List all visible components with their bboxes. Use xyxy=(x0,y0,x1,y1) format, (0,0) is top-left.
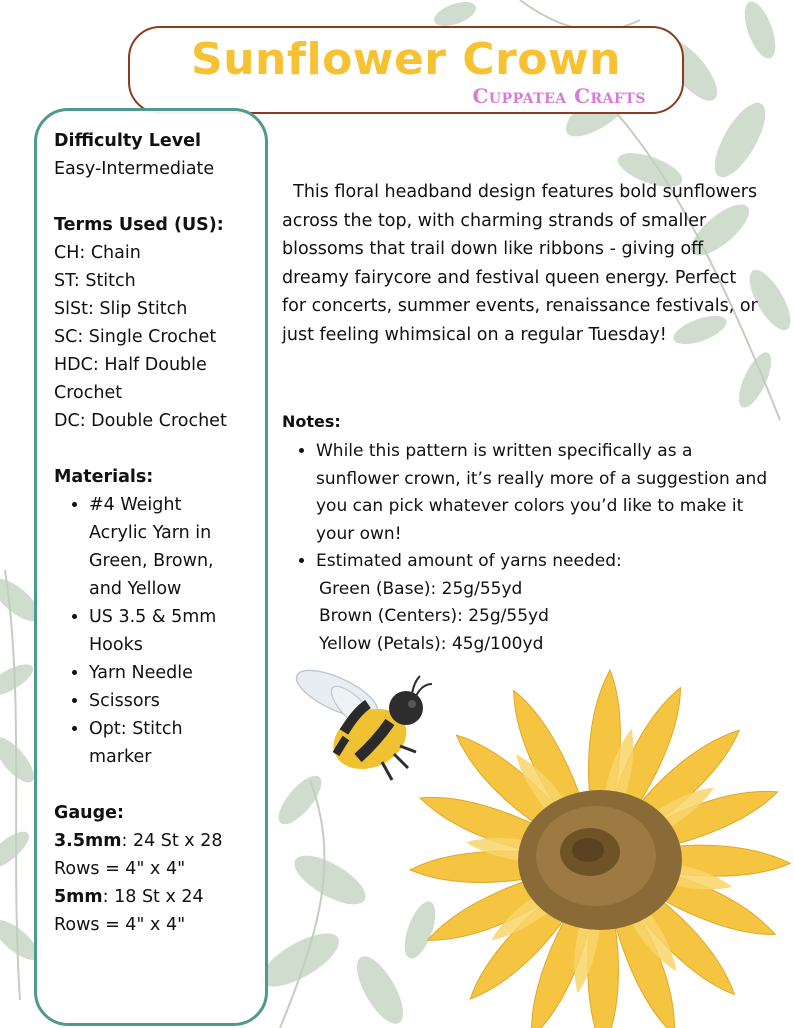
yarn-amount: Brown (Centers): 25g/55yd xyxy=(319,606,549,626)
materials-heading: Materials: xyxy=(54,467,154,487)
brand-name: Cuppatea Crafts xyxy=(472,84,646,108)
term-item: ST: Stitch xyxy=(54,271,136,291)
term-item: CH: Chain xyxy=(54,243,141,263)
gauge-heading: Gauge: xyxy=(54,803,125,823)
page-title: Sunflower Crown xyxy=(191,34,621,85)
materials-list xyxy=(54,491,265,771)
notes-list xyxy=(298,438,768,658)
intro-paragraph xyxy=(282,178,762,350)
notes-heading: Notes: xyxy=(282,412,341,431)
gauge-value: : 18 St x 24 Rows = 4" x 4" xyxy=(54,887,204,935)
pattern-info-sidebar xyxy=(34,108,268,1026)
material-item: • Yarn Needle xyxy=(89,659,265,687)
gauge-item xyxy=(54,827,244,883)
term-item: HDC: Half Double Crochet xyxy=(54,355,207,403)
material-item: • US 3.5 & 5mm Hooks xyxy=(89,603,239,659)
gauge-label: 5mm xyxy=(54,887,103,907)
gauge-value: : 24 St x 28 Rows = 4" x 4" xyxy=(54,831,223,879)
terms-heading: Terms Used (US): xyxy=(54,215,224,235)
difficulty-heading: Difficulty Level xyxy=(54,131,202,151)
yarn-amount: Green (Base): 25g/55yd xyxy=(319,578,523,599)
difficulty-value: Easy-Intermediate xyxy=(54,159,215,179)
term-item: DC: Double Crochet xyxy=(54,411,227,431)
gauge-item xyxy=(54,883,244,939)
note-item xyxy=(316,548,768,658)
title-banner xyxy=(128,26,684,114)
sunflower-illustration xyxy=(400,665,794,1028)
note-text: Estimated amount of yarns needed: xyxy=(316,551,622,571)
term-item: SC: Single Crochet xyxy=(54,327,217,347)
yarn-amount: Yellow (Petals): 45g/100yd xyxy=(319,633,544,654)
intro-text: This floral headband design features bold sunflowers across the top, with charming strands of smaller blossoms that trail down like ribbons - giving off dreamy fairycore and festival queen energy. Perfect for concerts, summer events, renaissance festivals, or just feeling whimsical on a regular Tuesday! xyxy=(282,182,758,345)
note-item: • While this pattern is written specifically as a sunflower crown, it’s really more of a suggestion and you can pick whatever colors you’d like to make it your own! xyxy=(316,438,768,548)
material-item: • #4 Weight Acrylic Yarn in Green, Brown, and Yellow xyxy=(89,491,239,603)
material-item: • Opt: Stitch marker xyxy=(89,715,219,771)
gauge-label: 3.5mm xyxy=(54,831,122,851)
material-item: • Scissors xyxy=(89,687,265,715)
term-item: SlSt: Slip Stitch xyxy=(54,299,188,319)
